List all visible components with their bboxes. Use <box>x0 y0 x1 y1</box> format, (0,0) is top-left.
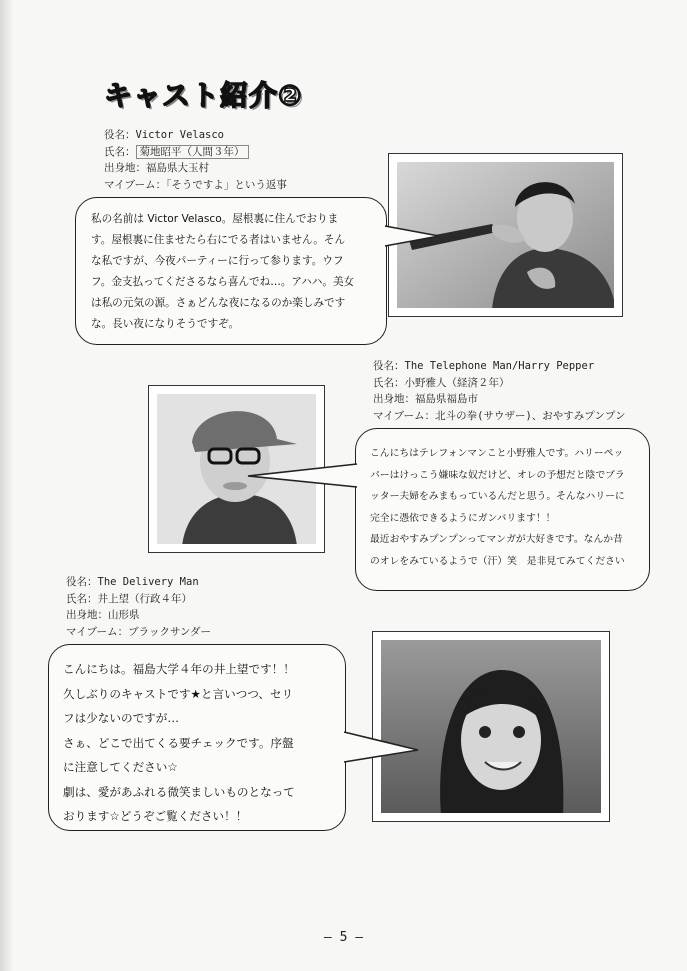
cast-3-info <box>66 574 211 640</box>
cast-2-hometown: 出身地：福島県福島市 <box>373 393 478 405</box>
cast-2-speech-bubble <box>355 428 650 591</box>
cast-1-name-row <box>104 144 287 161</box>
cast-2-name: 小野雅人（経済２年） <box>404 376 510 389</box>
cast-1-hometown: 出身地：福島県大玉村 <box>104 162 209 174</box>
cast-1-name: 菊地昭平（人間３年） <box>136 145 249 159</box>
cast-3-role: 役名：The Delivery Man <box>66 576 199 588</box>
cast-2-name-row <box>373 375 625 392</box>
cast-2-bubble-tail <box>246 460 358 492</box>
cast-2-name-label: 氏名： <box>373 376 405 389</box>
cast-3-bubble-tail <box>343 728 421 768</box>
cast-3-photo <box>381 640 601 813</box>
cast-1-boom: マイブーム：「そうですよ」という返事 <box>104 178 287 191</box>
cast-3-photo-frame <box>372 631 610 822</box>
cast-3-speech-bubble <box>48 644 346 831</box>
cast-3-name-label: 氏名： <box>66 592 98 605</box>
cast-2-role: 役名：The Telephone Man/Harry Pepper <box>373 360 595 372</box>
page-edge <box>0 0 14 971</box>
cast-1-bubble-tail <box>384 222 444 252</box>
bleed-through-heading <box>415 70 595 100</box>
cast-3-name-row <box>66 591 211 608</box>
cast-1-name-label: 氏名： <box>104 145 136 158</box>
page-number: ― 5 ― <box>323 930 364 945</box>
cast-2-info <box>373 358 625 424</box>
cast-3-hometown: 出身地：山形県 <box>66 609 140 621</box>
page-title: キャスト紹介② <box>104 79 303 112</box>
cast-1-comment: 私の名前は Victor Velasco。屋根裏に住んでおりま す。屋根裏に住ませたら右にでる者はいません。そん な私ですが、今夜パーティーに行って参ります。ウフ フ。金支払ってくださるなら喜んでね…。アハハ。美女 は私の元気の源。さぁどんな夜になるのか楽しみです な。長い夜になりそうですぞ。 <box>91 213 355 330</box>
cast-3-portrait <box>381 640 601 813</box>
cast-1-speech-bubble <box>75 197 387 345</box>
cast-2-boom: マイブーム：北斗の拳(サウザー)、おやすみプンプン <box>373 409 626 422</box>
cast-2-comment: こんにちはテレフォンマンこと小野雅人です。ハリーペッ パーはけっこう嫌味な奴だけど、オレの予想だと陰でブラ ッター夫婦をみまもっているんだと思う。そんなハリーに 完全に憑依できるようにガンバリます！！ 最近おやすみプンプンってマンガが大好きです。なんか昔 のオレをみているようで（汗）笑 是非見てみてください <box>370 448 625 567</box>
cast-3-name: 井上望（行政４年） <box>97 592 192 605</box>
cast-3-comment: こんにちは。福島大学４年の井上望です！！ 久しぶりのキャストです★と言いつつ、セリ フは少ないのですが… さぁ、どこで出てくる要チェックです。序盤 に注意してください☆ 劇は、愛があふれる微笑ましいものとなって おります☆どうぞご覧ください！！ <box>63 662 295 823</box>
cast-3-boom: マイブーム：ブラックサンダー <box>66 625 212 638</box>
cast-1-role: 役名：Victor Velasco <box>104 129 225 141</box>
cast-1-info <box>104 127 287 193</box>
